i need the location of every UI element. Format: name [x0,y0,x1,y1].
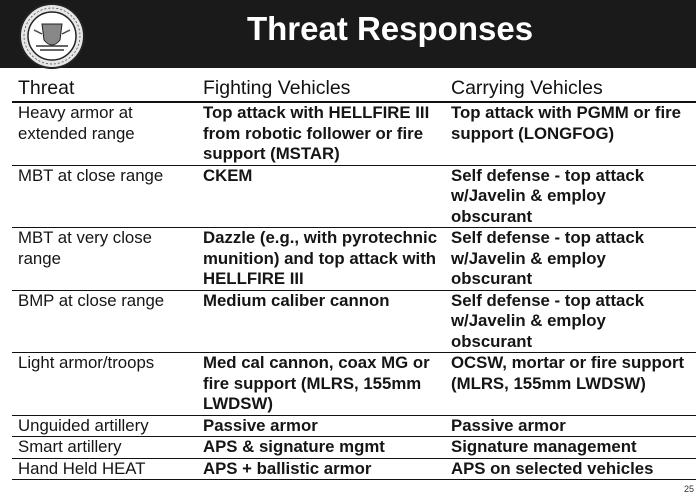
title-banner [0,0,696,68]
threat-cell: MBT at very close range [12,228,197,291]
carrying-vehicles-cell: Passive armor [445,415,696,437]
threat-cell: Heavy armor at extended range [12,102,197,165]
fighting-vehicles-cell: Dazzle (e.g., with pyrotechnic munition) and top attack with HELLFIRE III [197,228,445,291]
carrying-vehicles-cell: Self defense - top attack w/Javelin & employ obscurant [445,290,696,353]
page-title: Threat Responses [246,10,534,47]
fighting-vehicles-cell: Passive armor [197,415,445,437]
table-row [12,458,696,480]
table-row [12,353,696,416]
fighting-vehicles-cell: Medium caliber cannon [197,290,445,353]
fighting-vehicles-cell: APS & signature mgmt [197,437,445,459]
fighting-vehicles-cell: CKEM [197,165,445,228]
threat-cell: Hand Held HEAT [12,458,197,480]
table-row [12,102,696,165]
carrying-vehicles-cell: Top attack with PGMM or fire support (LONGFOG) [445,102,696,165]
column-header-fighting-vehicles: Fighting Vehicles [197,76,445,102]
table-row [12,437,696,459]
threat-cell: MBT at close range [12,165,197,228]
carrying-vehicles-cell: Self defense - top attack w/Javelin & employ obscurant [445,165,696,228]
table-row [12,165,696,228]
threat-cell: Unguided artillery [12,415,197,437]
table-row [12,228,696,291]
threat-cell: BMP at close range [12,290,197,353]
fighting-vehicles-cell: Top attack with HELLFIRE III from robotic follower or fire support (MSTAR) [197,102,445,165]
carrying-vehicles-cell: OCSW, mortar or fire support (MLRS, 155mm LWDSW) [445,353,696,416]
table-header-row [12,76,696,102]
threat-cell: Light armor/troops [12,353,197,416]
column-header-threat: Threat [12,76,197,102]
fighting-vehicles-cell: Med cal cannon, coax MG or fire support (MLRS, 155mm LWDSW) [197,353,445,416]
carrying-vehicles-cell: Self defense - top attack w/Javelin & employ obscurant [445,228,696,291]
threat-cell: Smart artillery [12,437,197,459]
carrying-vehicles-cell: APS on selected vehicles [445,458,696,480]
page-number: 25 [683,484,694,494]
fighting-vehicles-cell: APS + ballistic armor [197,458,445,480]
column-header-carrying-vehicles: Carrying Vehicles [445,76,696,102]
table-row [12,415,696,437]
table-row [12,290,696,353]
carrying-vehicles-cell: Signature management [445,437,696,459]
threat-table [12,76,696,480]
